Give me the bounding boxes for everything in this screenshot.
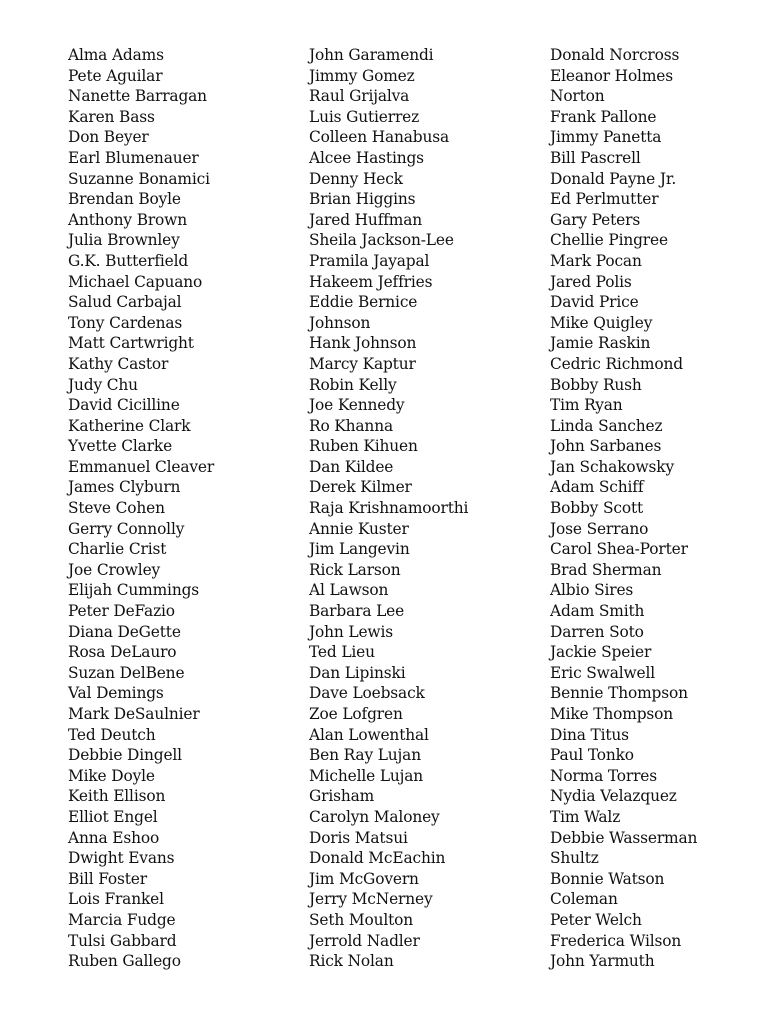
name-entry: Mike Thompson [550, 705, 674, 723]
name-entry: Robin Kelly [309, 375, 397, 394]
name-entry: Annie Kuster [309, 519, 409, 538]
name-entry: Val Demings [68, 684, 164, 703]
name-entry: Cedric Richmond [550, 354, 683, 373]
name-entry: Don Beyer [68, 128, 149, 147]
name-entry: Brendan Boyle [68, 190, 181, 209]
name-entry: Earl Blumenauer [68, 148, 199, 167]
name-entry: Chellie Pingree [550, 231, 668, 250]
name-entry: John Garamendi [309, 46, 434, 64]
name-entry: Dina Titus [550, 725, 629, 744]
name-entry: Bobby Scott [550, 499, 644, 518]
name-entry: Lois Frankel [68, 890, 164, 909]
name-entry: Jackie Speier [550, 643, 652, 662]
name-entry: Suzan DelBene [68, 663, 185, 682]
name-entry: Donald Payne Jr. [550, 169, 677, 188]
name-entry: Gerry Connolly [68, 519, 185, 538]
name-entry: Barbara Lee [309, 602, 405, 621]
name-entry: Mark DeSaulnier [68, 705, 200, 723]
name-entry: Jerry McNerney [309, 890, 433, 909]
name-entry: Ro Khanna [309, 416, 393, 435]
name-entry: Bill Pascrell [550, 148, 641, 167]
name-entry: Anna Eshoo [68, 828, 160, 847]
name-entry: Hank Johnson [309, 334, 417, 353]
name-entry: Eric Swalwell [550, 663, 656, 682]
name-entry: Grisham [309, 787, 375, 806]
name-entry: Bonnie Watson [550, 869, 665, 888]
name-entry: Donald Norcross [550, 46, 680, 64]
name-entry: Michelle Lujan [309, 766, 424, 785]
name-entry: Jamie Raskin [550, 334, 651, 353]
name-entry: Coleman [550, 890, 618, 909]
name-entry: Jared Polis [550, 272, 632, 291]
name-entry: Elijah Cummings [68, 581, 200, 600]
name-entry: Colleen Hanabusa [309, 128, 450, 147]
name-entry: Jim Langevin [309, 540, 410, 559]
name-entry: Jose Serrano [550, 519, 649, 538]
name-entry: Dave Loebsack [309, 684, 425, 703]
name-entry: Keith Ellison [68, 787, 166, 806]
name-entry: Diana DeGette [68, 622, 181, 641]
name-entry: Jan Schakowsky [550, 457, 674, 476]
name-entry: Mike Doyle [68, 766, 155, 785]
name-entry: Debbie Wasserman [550, 828, 698, 847]
name-entry: Emmanuel Cleaver [68, 457, 215, 476]
name-entry: Jerrold Nadler [309, 931, 420, 950]
name-entry: Bill Foster [68, 869, 147, 888]
name-entry: Mark Pocan [550, 251, 642, 270]
name-entry: Nydia Velazquez [550, 787, 677, 806]
name-entry: Norton [550, 87, 605, 106]
name-entry: Raul Grijalva [309, 87, 410, 106]
name-entry: Norma Torres [550, 766, 658, 785]
name-entry: Karen Bass [68, 107, 155, 126]
name-entry: Suzanne Bonamici [68, 169, 210, 188]
name-entry: Julia Brownley [68, 231, 180, 250]
name-column-1 [68, 45, 214, 972]
name-column-2 [309, 45, 468, 972]
name-entry: Ed Perlmutter [550, 190, 659, 209]
name-entry: Debbie Dingell [68, 746, 182, 765]
name-entry: Jimmy Panetta [550, 128, 662, 147]
name-entry: Pramila Jayapal [309, 251, 430, 270]
name-entry: Paul Tonko [550, 746, 634, 765]
name-entry: Steve Cohen [68, 499, 165, 518]
name-entry: Elliot Engel [68, 807, 158, 826]
name-entry: Kathy Castor [68, 354, 169, 373]
name-column-3 [550, 45, 697, 972]
name-entry: Hakeem Jeffries [309, 272, 433, 291]
name-entry: Alcee Hastings [309, 148, 424, 167]
name-entry: Ben Ray Lujan [309, 746, 421, 765]
name-entry: Zoe Lofgren [309, 705, 403, 723]
name-entry: Jimmy Gomez [309, 66, 415, 85]
name-entry: Marcy Kaptur [309, 354, 416, 373]
name-entry: Rick Larson [309, 560, 401, 579]
name-entry: Brad Sherman [550, 560, 662, 579]
name-entry: Tim Walz [550, 807, 621, 826]
name-entry: Doris Matsui [309, 828, 408, 847]
name-entry: Johnson [309, 313, 371, 332]
name-entry: Bobby Rush [550, 375, 642, 394]
name-entry: Adam Schiff [550, 478, 644, 497]
name-entry: Nanette Barragan [68, 87, 207, 106]
name-entry: John Lewis [309, 622, 393, 641]
name-entry: Eddie Bernice [309, 293, 418, 312]
name-entry: Salud Carbajal [68, 293, 182, 312]
name-entry: John Yarmuth [550, 952, 655, 971]
name-entry: Pete Aguilar [68, 66, 163, 85]
name-entry: Denny Heck [309, 169, 403, 188]
name-entry: Dan Kildee [309, 457, 394, 476]
name-entry: Adam Smith [550, 602, 645, 621]
name-entry: Jared Huffman [309, 210, 423, 229]
name-entry: Jim McGovern [309, 869, 419, 888]
name-entry: Gary Peters [550, 210, 641, 229]
name-entry: Darren Soto [550, 622, 644, 641]
name-entry: Katherine Clark [68, 416, 191, 435]
name-entry: Carolyn Maloney [309, 807, 440, 826]
name-entry: James Clyburn [68, 478, 181, 497]
name-entry: Sheila Jackson-Lee [309, 231, 454, 250]
name-entry: Carol Shea-Porter [550, 540, 688, 559]
name-entry: Joe Kennedy [309, 396, 405, 415]
name-entry: Mike Quigley [550, 313, 653, 332]
name-entry: Alma Adams [68, 46, 164, 64]
name-entry: Joe Crowley [68, 560, 161, 579]
name-entry: Brian Higgins [309, 190, 416, 209]
name-entry: Al Lawson [309, 581, 389, 600]
name-entry: Albio Sires [550, 581, 634, 600]
name-entry: Ted Deutch [68, 725, 156, 744]
name-entry: Ted Lieu [309, 643, 375, 662]
name-entry: Alan Lowenthal [309, 725, 429, 744]
name-entry: Rick Nolan [309, 952, 394, 971]
name-entry: Tulsi Gabbard [68, 931, 177, 950]
name-entry: John Sarbanes [550, 437, 662, 456]
name-entry: Raja Krishnamoorthi [309, 499, 469, 518]
name-entry: Donald McEachin [309, 849, 446, 868]
name-entry: David Price [550, 293, 639, 312]
name-entry: Derek Kilmer [309, 478, 412, 497]
name-entry: Dwight Evans [68, 849, 175, 868]
name-entry: Anthony Brown [68, 210, 187, 229]
name-entry: Seth Moulton [309, 910, 414, 929]
name-entry: Rosa DeLauro [68, 643, 177, 662]
name-entry: Yvette Clarke [68, 437, 173, 456]
name-entry: Frank Pallone [550, 107, 657, 126]
name-entry: Marcia Fudge [68, 910, 176, 929]
name-entry: David Cicilline [68, 396, 180, 415]
name-entry: Judy Chu [68, 375, 138, 394]
name-entry: Michael Capuano [68, 272, 203, 291]
name-entry: Ruben Gallego [68, 952, 181, 971]
name-entry: Matt Cartwright [68, 334, 194, 353]
name-entry: Shultz [550, 849, 599, 868]
name-entry: Charlie Crist [68, 540, 167, 559]
name-entry: Frederica Wilson [550, 931, 682, 950]
name-entry: Luis Gutierrez [309, 107, 420, 126]
name-entry: Tim Ryan [550, 396, 623, 415]
name-entry: G.K. Butterfield [68, 251, 189, 270]
name-entry: Peter DeFazio [68, 602, 175, 621]
name-entry: Bennie Thompson [550, 684, 688, 703]
name-entry: Ruben Kihuen [309, 437, 418, 456]
name-entry: Peter Welch [550, 910, 642, 929]
name-entry: Dan Lipinski [309, 663, 406, 682]
name-entry: Eleanor Holmes [550, 66, 673, 85]
name-entry: Linda Sanchez [550, 416, 663, 435]
name-entry: Tony Cardenas [68, 313, 183, 332]
